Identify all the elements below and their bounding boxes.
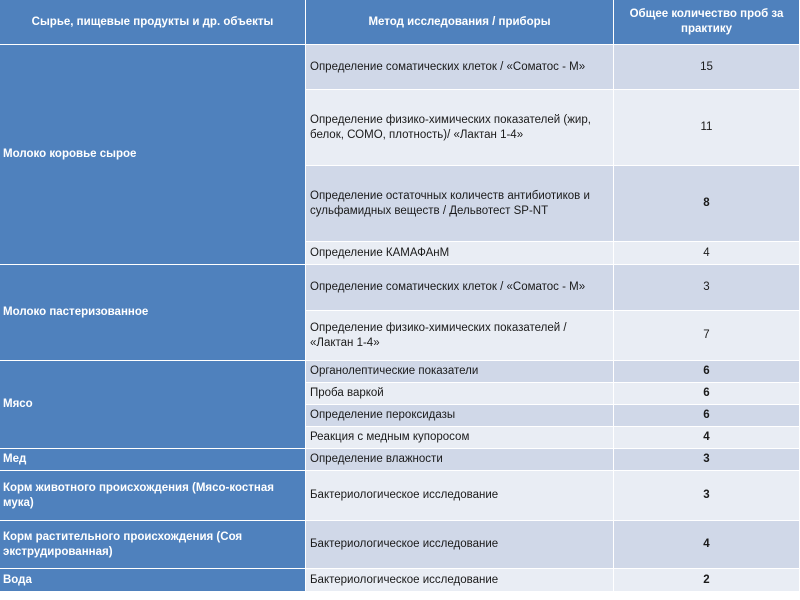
category-cell: Вода — [0, 569, 306, 592]
table-row — [0, 45, 800, 90]
table-row — [0, 449, 800, 471]
method-cell: Бактериологическое исследование — [306, 471, 614, 521]
count-cell: 3 — [614, 471, 800, 521]
count-cell: 7 — [614, 311, 800, 361]
header-objects: Сырье, пищевые продукты и др. объекты — [0, 0, 306, 45]
count-cell: 3 — [614, 449, 800, 471]
count-cell: 4 — [614, 427, 800, 449]
count-cell: 8 — [614, 166, 800, 242]
table-header-row — [0, 0, 800, 45]
count-cell: 11 — [614, 90, 800, 166]
category-cell: Корм животного происхождения (Мясо-костная мука) — [0, 471, 306, 521]
method-cell: Определение физико-химических показателей / «Лактан 1-4» — [306, 311, 614, 361]
method-cell: Определение пероксидазы — [306, 405, 614, 427]
category-cell: Мясо — [0, 361, 306, 449]
method-cell: Органолептические показатели — [306, 361, 614, 383]
method-cell: Проба варкой — [306, 383, 614, 405]
header-count: Общее количество проб за практику — [614, 0, 800, 45]
method-cell: Бактериологическое исследование — [306, 569, 614, 592]
method-cell: Определение влажности — [306, 449, 614, 471]
table-row — [0, 471, 800, 521]
table-row — [0, 265, 800, 311]
method-cell: Определение соматических клеток / «Соматос - М» — [306, 45, 614, 90]
count-cell: 4 — [614, 242, 800, 265]
method-cell: Реакция с медным купоросом — [306, 427, 614, 449]
category-cell: Молоко коровье сырое — [0, 45, 306, 265]
count-cell: 6 — [614, 405, 800, 427]
method-cell: Бактериологическое исследование — [306, 521, 614, 569]
method-cell: Определение соматических клеток / «Соматос - М» — [306, 265, 614, 311]
count-cell: 6 — [614, 383, 800, 405]
table-row — [0, 361, 800, 383]
header-method: Метод исследования / приборы — [306, 0, 614, 45]
category-cell: Мед — [0, 449, 306, 471]
category-cell: Молоко пастеризованное — [0, 265, 306, 361]
method-cell: Определение остаточных количеств антибиотиков и сульфамидных веществ / Дельвотест SP-NT — [306, 166, 614, 242]
count-cell: 4 — [614, 521, 800, 569]
method-cell: Определение физико-химических показателей (жир, белок, СОМО, плотность)/ «Лактан 1-4» — [306, 90, 614, 166]
method-cell: Определение КАМАФАнМ — [306, 242, 614, 265]
count-cell: 3 — [614, 265, 800, 311]
count-cell: 2 — [614, 569, 800, 592]
category-cell: Корм растительного происхождения (Соя экструдированная) — [0, 521, 306, 569]
count-cell: 6 — [614, 361, 800, 383]
table-row — [0, 569, 800, 592]
count-cell: 15 — [614, 45, 800, 90]
table-row — [0, 521, 800, 569]
